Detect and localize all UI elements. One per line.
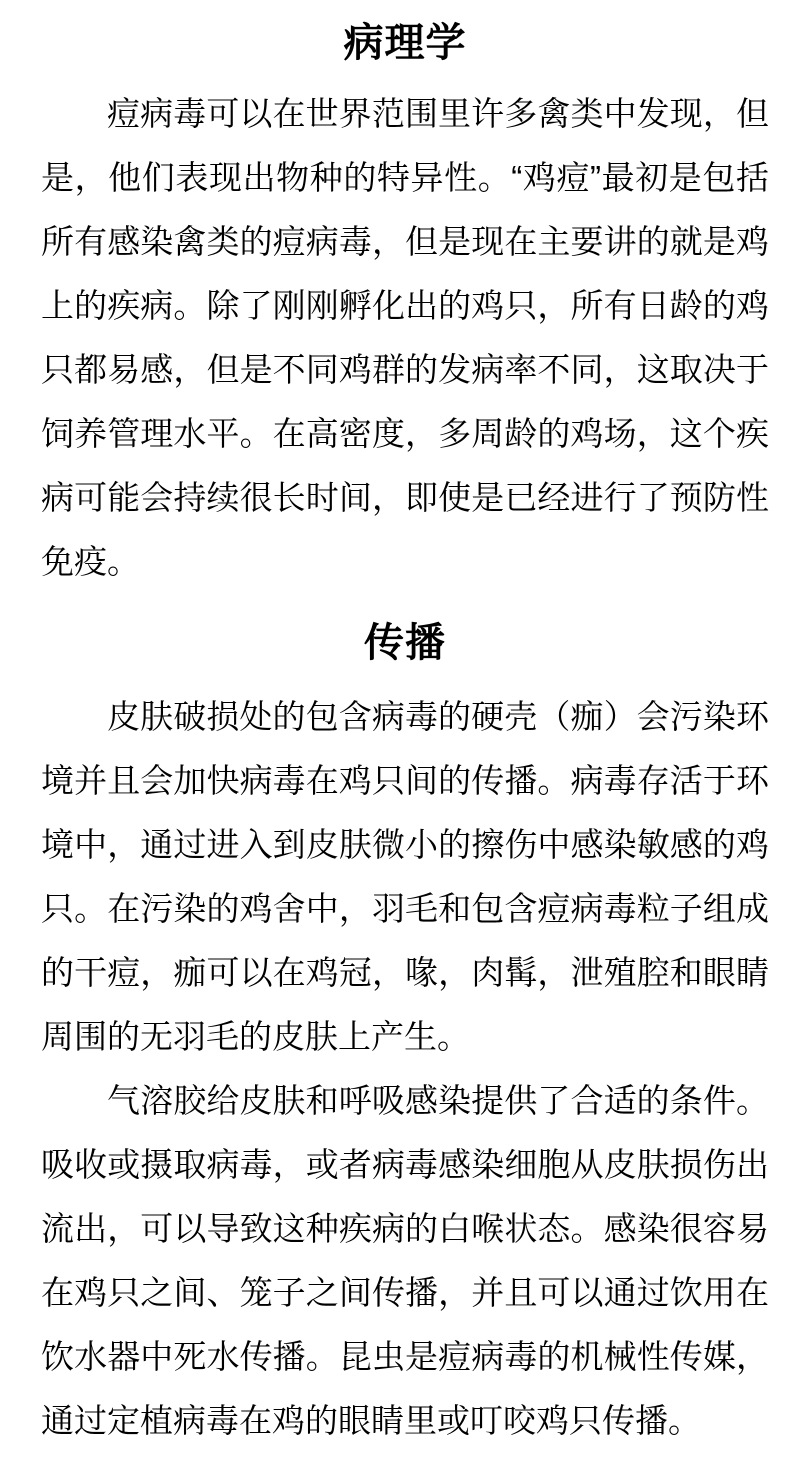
text-line: 境中，通过进入到皮肤微小的擦伤中感染敏感的鸡: [41, 826, 769, 863]
paragraph-transmission-2: [41, 1069, 769, 1453]
text-line: 免疫。: [41, 543, 140, 580]
heading-transmission: 传播: [364, 621, 446, 665]
text-line: 是，他们表现出物种的特异性。“鸡痘”最初是包括: [41, 159, 769, 196]
text-line: 饲养管理水平。在高密度，多周龄的鸡场，这个疾: [41, 415, 769, 452]
text-line: 饮水器中死水传播。昆虫是痘病毒的机械性传媒，: [41, 1338, 769, 1375]
text-line: 所有感染禽类的痘病毒，但是现在主要讲的就是鸡: [41, 223, 769, 260]
text-line: 吸收或摄取病毒，或者病毒感染细胞从皮肤损伤出: [41, 1146, 769, 1183]
text-line: 通过定植病毒在鸡的眼睛里或叮咬鸡只传播。: [41, 1402, 701, 1439]
text-line: 在鸡只之间、笼子之间传播，并且可以通过饮用在: [41, 1274, 769, 1311]
text-line: 上的疾病。除了刚刚孵化出的鸡只，所有日龄的鸡: [41, 287, 769, 324]
paragraph-transmission-1: [41, 685, 769, 1069]
heading-pathology: 病理学: [343, 21, 467, 65]
paragraph-pathology: [41, 82, 769, 594]
text-line: 的干痘，痂可以在鸡冠，喙，肉髯，泄殖腔和眼睛: [41, 954, 769, 991]
text-line: 周围的无羽毛的皮肤上产生。: [41, 1018, 470, 1055]
text-line: 皮肤破损处的包含病毒的硬壳（痂）会污染环: [107, 698, 769, 735]
text-line: 气溶胶给皮肤和呼吸感染提供了合适的条件。: [107, 1082, 769, 1119]
text-line: 只都易感，但是不同鸡群的发病率不同，这取决于: [41, 351, 769, 388]
text-line: 境并且会加快病毒在鸡只间的传播。病毒存活于环: [41, 762, 769, 799]
text-line: 痘病毒可以在世界范围里许多禽类中发现，但: [107, 95, 769, 132]
text-line: 流出，可以导致这种疾病的白喉状态。感染很容易: [41, 1210, 769, 1247]
text-line: 只。在污染的鸡舍中，羽毛和包含痘病毒粒子组成: [41, 890, 769, 927]
text-line: 病可能会持续很长时间，即使是已经进行了预防性: [41, 479, 769, 516]
